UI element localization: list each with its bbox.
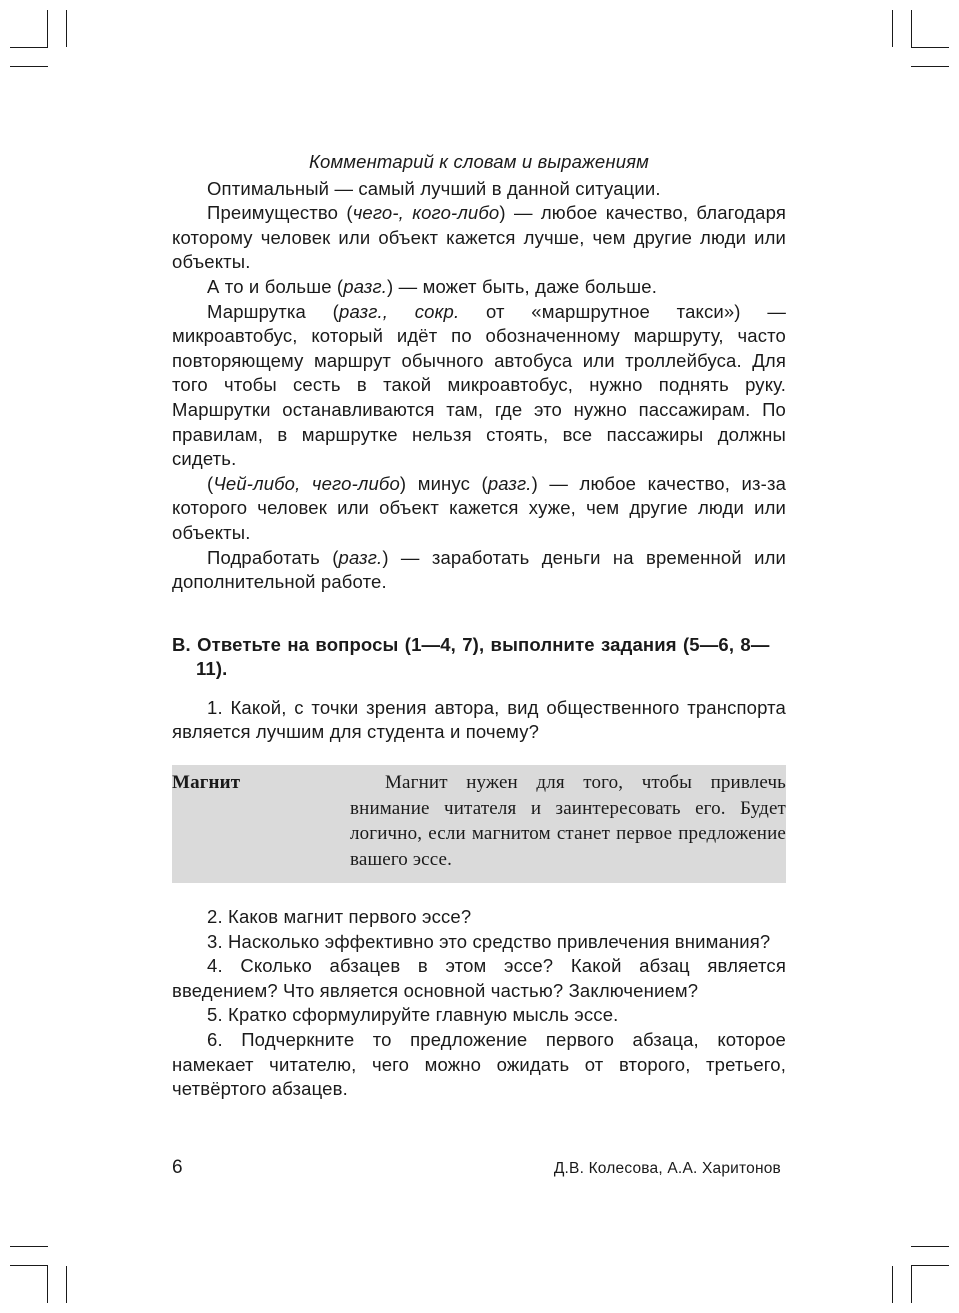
crop-mark bbox=[66, 1266, 67, 1303]
magnet-text: Магнит нужен для того, чтобы привлечь внимание читателя и заинтересовать его. Будет логично, если магнитом станет первое предложение вашего эссе. bbox=[350, 772, 786, 870]
question-1: 1. Какой, с точки зрения автора, вид общественного транспорта является лучшим для студента и почему? bbox=[172, 696, 786, 743]
question-5: 5. Кратко сформулируйте главную мысль эссе. bbox=[207, 1004, 619, 1026]
glossary-entry-optimal: Оптимальный — самый лучший в данной ситуации. bbox=[207, 177, 661, 199]
crop-mark bbox=[911, 47, 949, 48]
page-number: 6 bbox=[172, 1157, 183, 1178]
page-footer bbox=[172, 1157, 781, 1179]
crop-mark bbox=[10, 1265, 48, 1266]
crop-mark bbox=[10, 47, 48, 48]
crop-mark bbox=[892, 1266, 893, 1303]
glossary-entry-minus: (Чей-либо, чего-либо) минус (разг.) — любое качество, из-за которого человек или объект кажется хуже, чем другие люди или объекты. bbox=[172, 472, 787, 543]
page-content bbox=[172, 150, 786, 1102]
question-4: 4. Сколько абзацев в этом эссе? Какой абзац является введением? Что является основной частью? Заключением? bbox=[172, 955, 786, 1001]
crop-mark bbox=[911, 1266, 912, 1303]
magnet-label: Магнит bbox=[172, 772, 241, 794]
crop-mark bbox=[10, 66, 48, 67]
glossary-entry-even-more: А то и больше (разг.) — может быть, даже больше. bbox=[207, 275, 658, 297]
crop-mark bbox=[911, 10, 912, 47]
crop-mark bbox=[47, 10, 48, 47]
question-2: 2. Каков магнит первого эссе? bbox=[207, 906, 472, 928]
glossary-entry-advantage: Преимущество (чего-, кого-либо) — любое качество, благодаря которому человек или объект кажется лучше, чем другие люди или объекты. bbox=[172, 202, 786, 273]
glossary-entry-marshrutka: Маршрутка (разг., сокр. от «маршрутное такси») — микроавтобус, который идёт по обозначенному маршруту, часто повторяющему маршрут обычного автобуса или троллейбуса. Для того чтобы сесть в такой микроавтобус, нужно поднять руку. Маршрутки останавливаются там, где это нужно пассажирам. По правилам, в маршрутке нельзя стоять, все пассажиры должны сидеть. bbox=[172, 300, 786, 470]
crop-mark bbox=[911, 1265, 949, 1266]
crop-mark bbox=[911, 1246, 949, 1247]
question-3: 3. Насколько эффективно это средство привлечения внимания? bbox=[207, 930, 771, 952]
glossary-entry-earn: Подработать (разг.) — заработать деньги на временной или дополнительной работе. bbox=[172, 546, 786, 593]
crop-mark bbox=[66, 10, 67, 47]
magnet-info-box bbox=[172, 765, 786, 883]
question-6: 6. Подчеркните то предложение первого абзаца, которое намекает читателю, чего можно ожидать от второго, третьего, четвёртого абзацев. bbox=[172, 1029, 786, 1100]
section-b-heading: В. Ответьте на вопросы (1—4, 7), выполните задания (5—6, 8—11). bbox=[172, 633, 770, 680]
crop-mark bbox=[10, 1246, 48, 1247]
crop-mark bbox=[892, 10, 893, 47]
footer-authors: Д.В. Колесова, А.А. Харитонов bbox=[553, 1160, 781, 1177]
crop-mark bbox=[47, 1266, 48, 1303]
crop-mark bbox=[911, 66, 949, 67]
comment-title: Комментарий к словам и выражениям bbox=[308, 151, 649, 172]
